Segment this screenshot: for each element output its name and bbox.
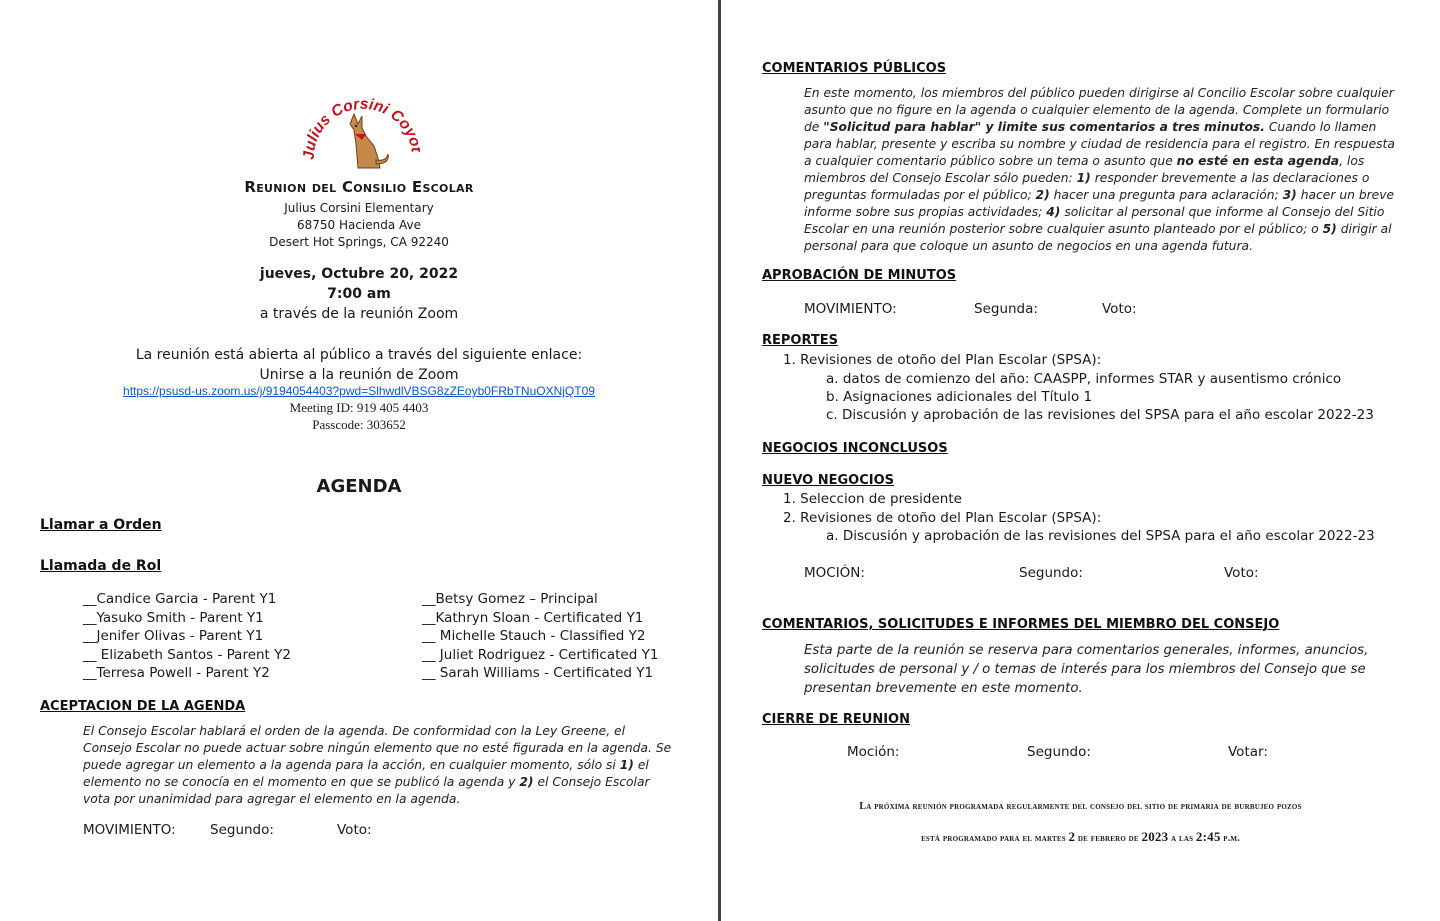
reports-item-1: 1. Revisiones de otoño del Plan Escolar (SPSA): <box>783 352 1102 368</box>
closing-second-label: Segundo: <box>1027 744 1091 760</box>
closing-heading: CIERRE DE REUNION <box>762 712 910 727</box>
coyote-logo-icon <box>300 84 420 174</box>
new-business-second-label: Segundo: <box>1019 565 1083 581</box>
unfinished-business-heading: NEGOCIOS INCONCLUSOS <box>762 441 948 456</box>
board-comments-heading: COMENTARIOS, SOLICITUDES E INFORMES DEL MIEMBRO DEL CONSEJO <box>762 617 1280 632</box>
roll-member-right-2: __Kathryn Sloan - Certificated Y1 <box>422 610 644 626</box>
acceptance-heading: ACEPTACION DE LA AGENDA <box>40 699 246 714</box>
logo-text: Julius Corsini Coy <box>300 95 420 161</box>
new-business-item-1: 1. Seleccion de presidente <box>783 491 962 507</box>
roll-member-left-3: __Jenifer Olivas - Parent Y1 <box>83 628 264 644</box>
roll-member-right-3: __ Michelle Stauch - Classified Y2 <box>422 628 646 644</box>
new-business-subitem-a: a. Discusión y aprobación de las revisiones del SPSA para el año escolar 2022-23 <box>826 528 1375 544</box>
acceptance-movement-label: MOVIMIENTO: <box>83 822 176 838</box>
minutes-movement-label: MOVIMIENTO: <box>804 301 897 317</box>
acceptance-paragraph: El Consejo Escolar hablará el orden de la agenda. De conformidad con la Ley Greene, el Consejo Escolar no puede actuar sobre ningún elemento que no esté figurada en la agenda. Se puede agregar un elemento a la agenda para la acción, en cualquier momento, sólo si 1) el elemento no se conocía en el momento en que se publicó la agenda y 2) el Consejo Escolar vota por unanimidad para agregar el elemento en la agenda. <box>83 724 672 806</box>
new-business-heading: NUEVO NEGOCIOS <box>762 473 894 488</box>
roll-member-right-4: __ Juliet Rodriguez - Certificated Y1 <box>422 647 659 663</box>
roll-member-left-4: __ Elizabeth Santos - Parent Y2 <box>83 647 291 663</box>
minutes-vote-label: Voto: <box>1102 301 1137 317</box>
school-street: 68750 Hacienda Ave <box>296 218 422 232</box>
document-page-right <box>721 0 1440 921</box>
roll-member-right-5: __ Sarah Williams - Certificated Y1 <box>422 665 654 681</box>
call-to-order-heading: Llamar a Orden <box>40 517 162 533</box>
meeting-date: jueves, Octubre 20, 2022 <box>259 266 459 282</box>
agenda-heading: AGENDA <box>316 476 402 497</box>
meeting-time: 7:00 am <box>327 286 391 302</box>
meeting-id: Meeting ID: 919 405 4403 <box>289 400 429 415</box>
board-comments-paragraph: Esta parte de la reunión se reserva para comentarios generales, informes, anuncios, solicitudes de personal y / o temas de interés para los miembros del Consejo que se presentan brevemente en este momento. <box>804 643 1369 696</box>
public-comments-paragraph: En este momento, los miembros del público pueden dirigirse al Concilio Escolar sobre cualquier asunto que no figure en la agenda o cualquier elemento de la agenda. Complete un formulario de "Solicitud para hablar" y limite sus comentarios a tres minutos. Cuando lo llamen para hablar, presente y escriba su nombre y ciudad de residencia para el registro. En respuesta a cualquier comentario público sobre un tema o asunto que no esté en esta agenda, los miembros del Consejo Escolar sólo pueden: 1) responder brevemente a las declaraciones o preguntas formuladas por el público; 2) hacer una pregunta para aclaración; 3) hacer un breve informe sobre sus propias actividades; 4) solicitar al personal que informe al Consejo del Sitio Escolar en una reunión posterior sobre cualquier asunto planteado por el público; o 5) dirigir al personal para que coloque un asunto de negocios en una agenda futura. <box>804 86 1395 253</box>
roll-member-left-5: __Terresa Powell - Parent Y2 <box>83 665 270 681</box>
roll-call-heading: Llamada de Rol <box>40 558 162 574</box>
join-zoom-text: Unirse a la reunión de Zoom <box>259 367 459 383</box>
new-business-motion-label: MOCIÓN: <box>804 565 865 581</box>
school-name: Julius Corsini Elementary <box>284 201 434 215</box>
school-logo <box>300 84 420 174</box>
reports-subitem-a: a. datos de comienzo del año: CAASPP, informes STAR y ausentismo crónico <box>826 371 1342 387</box>
roll-member-left-2: __Yasuko Smith - Parent Y1 <box>83 610 264 626</box>
meeting-title: Reunion del Consilio Escolar <box>244 178 474 196</box>
passcode: Passcode: 303652 <box>312 417 406 432</box>
minutes-heading: APROBACIÓN DE MINUTOS <box>762 268 957 283</box>
meeting-via: a través de la reunión Zoom <box>259 306 459 322</box>
new-business-item-2: 2. Revisiones de otoño del Plan Escolar (SPSA): <box>783 510 1102 526</box>
next-meeting-line-2: está programado para el martes 2 de febrero de 2023 a las 2:45 p.m. <box>921 829 1240 844</box>
roll-member-right-1: __Betsy Gomez – Principal <box>422 591 598 607</box>
closing-vote-label: Votar: <box>1228 744 1268 760</box>
document-page-left <box>0 0 718 921</box>
new-business-vote-label: Voto: <box>1224 565 1259 581</box>
acceptance-vote-label: Voto: <box>337 822 372 838</box>
roll-member-left-1: __Candice Garcia - Parent Y1 <box>83 591 277 607</box>
acceptance-second-label: Segundo: <box>210 822 274 838</box>
school-city: Desert Hot Springs, CA 92240 <box>269 235 449 249</box>
next-meeting-line-1: La próxima reunión programada regularmente del consejo del sitio de primaria de burbujeo pozos <box>859 801 1302 812</box>
closing-motion-label: Moción: <box>847 744 900 760</box>
minutes-second-label: Segunda: <box>974 301 1038 317</box>
open-public-text: La reunión está abierta al público a través del siguiente enlace: <box>135 347 583 363</box>
public-comments-heading: COMENTARIOS PÚBLICOS <box>762 61 947 76</box>
reports-subitem-c: c. Discusión y aprobación de las revisiones del SPSA para el año escolar 2022-23 <box>826 407 1374 423</box>
reports-subitem-b: b. Asignaciones adicionales del Título 1 <box>826 389 1093 405</box>
reports-heading: REPORTES <box>762 333 839 348</box>
zoom-link[interactable]: https://psusd-us.zoom.us/j/9194054403?pwd=SlhwdlVBSG8zZEoyb0FRbTNuOXNjQT09 <box>123 384 595 398</box>
